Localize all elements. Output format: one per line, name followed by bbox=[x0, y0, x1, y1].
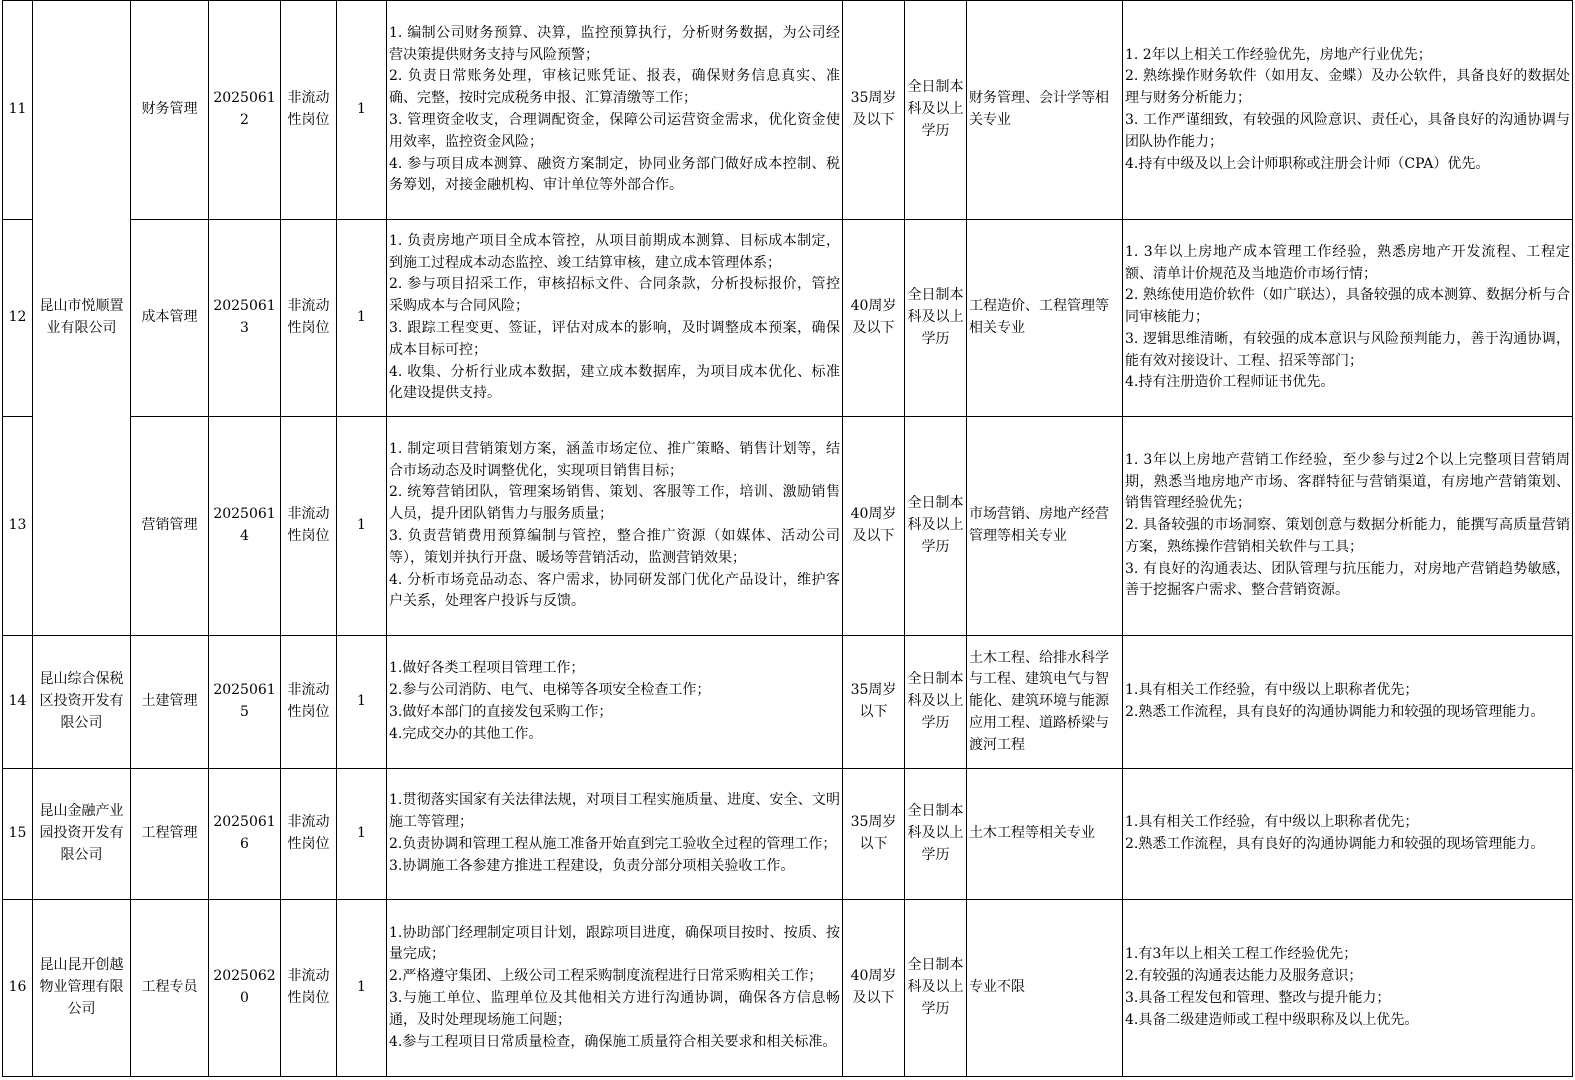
job-table bbox=[2, 0, 1573, 1077]
job-duties bbox=[387, 1, 843, 220]
requirement-item: 3. 有良好的沟通表达、团队管理与抗压能力，对房地产营销趋势敏感，善于挖掘客户需求、整合营销资源。 bbox=[1125, 560, 1570, 599]
table-row bbox=[3, 1, 1573, 220]
requirement-item: 1.具有相关工作经验，有中级以上职称者优先； bbox=[1125, 814, 1419, 831]
duty-item: 4. 分析市场竞品动态、客户需求，协同研发部门优化产品设计，维护客户关系，处理客户投诉与反馈。 bbox=[389, 571, 840, 610]
duty-item: 3. 负责营销费用预算编制与管控，整合推广资源（如媒体、活动公司等），策划并执行开盘、暖场等营销活动，监测营销效果； bbox=[389, 528, 840, 566]
company-name: 昆山综合保税区投资开发有限公司 bbox=[33, 636, 131, 769]
duty-item: 1. 负责房地产项目全成本管控，从项目前期成本测算、目标成本制定，到施工过程成本动态监控、竣工结算审核，建立成本管理体系； bbox=[389, 232, 840, 271]
position-type: 非流动性岗位 bbox=[281, 769, 337, 900]
requirement-item: 1. 3年以上房地产成本管理工作经验，熟悉房地产开发流程、工程定额、清单计价规范及当地造价市场行情； bbox=[1125, 243, 1570, 282]
requirement-item: 1.有3年以上相关工程工作经验优先； bbox=[1125, 946, 1358, 963]
age-limit: 40周岁及以下 bbox=[843, 220, 905, 417]
duty-item: 4. 收集、分析行业成本数据，建立成本数据库，为项目成本优化、标准化建设提供支持。 bbox=[389, 363, 840, 402]
age-limit: 35周岁以下 bbox=[843, 769, 905, 900]
duty-item: 1. 编制公司财务预算、决算，监控预算执行，分析财务数据，为公司经营决策提供财务支持与风险预警； bbox=[389, 24, 840, 63]
position-name: 营销管理 bbox=[131, 417, 209, 636]
requirements bbox=[1123, 636, 1573, 769]
duty-item: 3.与施工单位、监理单位及其他相关方进行沟通协调，确保各方信息畅通，及时处理现场施工问题； bbox=[389, 990, 840, 1028]
company-name: 昆山金融产业园投资开发有限公司 bbox=[33, 769, 131, 900]
requirement-item: 2. 熟练使用造价软件（如广联达），具备较强的成本测算、数据分析与合同审核能力； bbox=[1125, 287, 1570, 326]
requirement-item: 4.持有中级及以上会计师职称或注册会计师（CPA）优先。 bbox=[1125, 155, 1490, 172]
headcount: 1 bbox=[337, 1, 387, 220]
row-number: 11 bbox=[3, 1, 33, 220]
duty-item: 2.参与公司消防、电气、电梯等各项安全检查工作； bbox=[389, 682, 711, 699]
major: 土木工程、给排水科学与工程、建筑电气与智能化、建筑环境与能源应用工程、道路桥梁与渡河工程 bbox=[967, 636, 1123, 769]
row-number: 12 bbox=[3, 220, 33, 417]
education: 全日制本科及以上学历 bbox=[905, 900, 967, 1077]
headcount: 1 bbox=[337, 417, 387, 636]
age-limit: 35周岁及以下 bbox=[843, 1, 905, 220]
position-code: 20250620 bbox=[209, 900, 281, 1077]
position-code: 20250616 bbox=[209, 769, 281, 900]
company-name: 昆山市悦顺置业有限公司 bbox=[33, 1, 131, 636]
table-row bbox=[3, 769, 1573, 900]
job-duties bbox=[387, 900, 843, 1077]
position-name: 工程专员 bbox=[131, 900, 209, 1077]
education: 全日制本科及以上学历 bbox=[905, 769, 967, 900]
requirements bbox=[1123, 900, 1573, 1077]
duty-item: 3. 跟踪工程变更、签证，评估对成本的影响，及时调整成本预案，确保成本目标可控； bbox=[389, 320, 840, 358]
row-number: 16 bbox=[3, 900, 33, 1077]
job-duties bbox=[387, 769, 843, 900]
age-limit: 35周岁以下 bbox=[843, 636, 905, 769]
duty-item: 2. 参与项目招采工作，审核招标文件、合同条款，分析投标报价，管控采购成本与合同风险； bbox=[389, 276, 840, 315]
education: 全日制本科及以上学历 bbox=[905, 220, 967, 417]
duty-item: 2. 统筹营销团队，管理案场销售、策划、客服等工作，培训、激励销售人员，提升团队销售力与服务质量； bbox=[389, 484, 840, 523]
position-name: 工程管理 bbox=[131, 769, 209, 900]
duty-item: 1.协助部门经理制定项目计划，跟踪项目进度，确保项目按时、按质、按量完成； bbox=[389, 924, 840, 963]
headcount: 1 bbox=[337, 636, 387, 769]
major: 财务管理、会计学等相关专业 bbox=[967, 1, 1123, 220]
table-row bbox=[3, 636, 1573, 769]
row-number: 14 bbox=[3, 636, 33, 769]
education: 全日制本科及以上学历 bbox=[905, 1, 967, 220]
duty-item: 4. 参与项目成本测算、融资方案制定，协同业务部门做好成本控制、税务筹划，对接金融机构、审计单位等外部合作。 bbox=[389, 155, 840, 194]
requirement-item: 3. 逻辑思维清晰，有较强的成本意识与风险预判能力，善于沟通协调，能有效对接设计、工程、招采等部门； bbox=[1125, 330, 1570, 369]
requirement-item: 1. 3年以上房地产营销工作经验，至少参与过2个以上完整项目营销周期，熟悉当地房地产市场、客群特征与营销渠道，有房地产营销策划、销售管理经验优先； bbox=[1125, 451, 1570, 512]
requirement-item: 1.具有相关工作经验，有中级以上职称者优先； bbox=[1125, 682, 1419, 699]
position-name: 财务管理 bbox=[131, 1, 209, 220]
age-limit: 40周岁及以下 bbox=[843, 900, 905, 1077]
table-row bbox=[3, 417, 1573, 636]
age-limit: 40周岁及以下 bbox=[843, 417, 905, 636]
requirement-item: 2.熟悉工作流程，具有良好的沟通协调能力和较强的现场管理能力。 bbox=[1125, 836, 1545, 852]
duty-item: 2.负责协调和管理工程从施工准备开始直到完工验收全过程的管理工作； bbox=[389, 836, 837, 852]
major: 工程造价、工程管理等相关专业 bbox=[967, 220, 1123, 417]
major: 专业不限 bbox=[967, 900, 1123, 1077]
education: 全日制本科及以上学历 bbox=[905, 636, 967, 769]
duty-item: 4.参与工程项目日常质量检查，确保施工质量符合相关要求和相关标准。 bbox=[389, 1033, 837, 1050]
requirements bbox=[1123, 769, 1573, 900]
headcount: 1 bbox=[337, 900, 387, 1077]
row-number: 13 bbox=[3, 417, 33, 636]
headcount: 1 bbox=[337, 769, 387, 900]
requirement-item: 2.熟悉工作流程，具有良好的沟通协调能力和较强的现场管理能力。 bbox=[1125, 704, 1545, 720]
position-name: 土建管理 bbox=[131, 636, 209, 769]
table-row bbox=[3, 220, 1573, 417]
requirement-item: 4.持有注册造价工程师证书优先。 bbox=[1125, 374, 1335, 391]
position-type: 非流动性岗位 bbox=[281, 636, 337, 769]
duty-item: 4.完成交办的其他工作。 bbox=[389, 725, 543, 742]
duty-item: 3.做好本部门的直接发包采购工作； bbox=[389, 704, 613, 720]
requirement-item: 3.具备工程发包和管理、整改与提升能力； bbox=[1125, 990, 1391, 1006]
requirement-item: 4.具备二级建造师或工程中级职称及以上优先。 bbox=[1125, 1011, 1419, 1028]
duty-item: 1.做好各类工程项目管理工作； bbox=[389, 660, 585, 677]
position-code: 20250615 bbox=[209, 636, 281, 769]
position-code: 20250614 bbox=[209, 417, 281, 636]
duty-item: 2. 负责日常账务处理，审核记账凭证、报表，确保财务信息真实、准确、完整，按时完成税务申报、汇算清缴等工作； bbox=[389, 68, 840, 107]
requirements bbox=[1123, 220, 1573, 417]
duty-item: 1.贯彻落实国家有关法律法规，对项目工程实施质量、进度、安全、文明施工等管理； bbox=[389, 792, 840, 831]
job-duties bbox=[387, 417, 843, 636]
duty-item: 1. 制定项目营销策划方案，涵盖市场定位、推广策略、销售计划等，结合市场动态及时调整优化，实现项目销售目标； bbox=[389, 440, 840, 479]
requirement-item: 1. 2年以上相关工作经验优先，房地产行业优先； bbox=[1125, 46, 1432, 63]
headcount: 1 bbox=[337, 220, 387, 417]
requirement-item: 2. 具备较强的市场洞察、策划创意与数据分析能力，能撰写高质量营销方案，熟练操作营销相关软件与工具； bbox=[1125, 517, 1570, 555]
position-code: 20250612 bbox=[209, 1, 281, 220]
duty-item: 3.协调施工各参建方推进工程建设，负责分部分项相关验收工作。 bbox=[389, 857, 795, 874]
major: 市场营销、房地产经营管理等相关专业 bbox=[967, 417, 1123, 636]
requirement-item: 2.有较强的沟通表达能力及服务意识； bbox=[1125, 968, 1363, 985]
company-name: 昆山昆开创越物业管理有限公司 bbox=[33, 900, 131, 1077]
job-duties bbox=[387, 220, 843, 417]
requirements bbox=[1123, 1, 1573, 220]
position-code: 20250613 bbox=[209, 220, 281, 417]
position-type: 非流动性岗位 bbox=[281, 900, 337, 1077]
duty-item: 2.严格遵守集团、上级公司工程采购制度流程进行日常采购相关工作； bbox=[389, 968, 823, 985]
duty-item: 3. 管理资金收支，合理调配资金，保障公司运营资金需求，优化资金使用效率，监控资金风险； bbox=[389, 112, 840, 150]
position-type: 非流动性岗位 bbox=[281, 417, 337, 636]
row-number: 15 bbox=[3, 769, 33, 900]
requirements bbox=[1123, 417, 1573, 636]
position-type: 非流动性岗位 bbox=[281, 1, 337, 220]
position-name: 成本管理 bbox=[131, 220, 209, 417]
position-type: 非流动性岗位 bbox=[281, 220, 337, 417]
requirement-item: 3. 工作严谨细致，有较强的风险意识、责任心，具备良好的沟通协调与团队协作能力； bbox=[1125, 112, 1570, 150]
requirement-item: 2. 熟练操作财务软件（如用友、金蝶）及办公软件，具备良好的数据处理与财务分析能力； bbox=[1125, 68, 1570, 107]
major: 土木工程等相关专业 bbox=[967, 769, 1123, 900]
education: 全日制本科及以上学历 bbox=[905, 417, 967, 636]
table-row bbox=[3, 900, 1573, 1077]
job-duties bbox=[387, 636, 843, 769]
